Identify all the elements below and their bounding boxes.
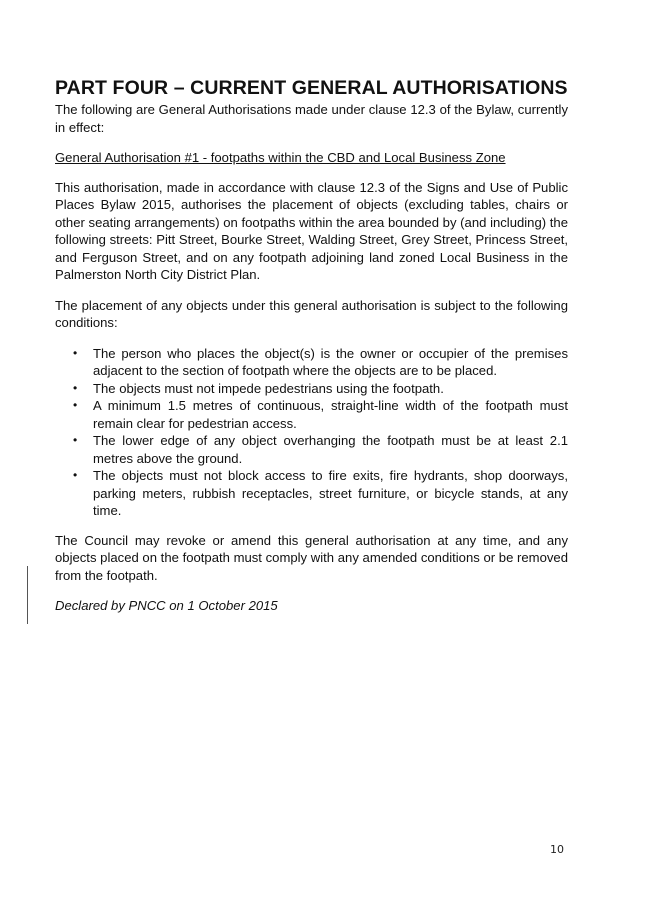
revision-margin-bar bbox=[27, 566, 28, 624]
document-page bbox=[55, 76, 568, 615]
conditions-intro-paragraph: The placement of any objects under this general authorisation is subject to the following conditions: bbox=[55, 297, 568, 330]
conditions-list bbox=[55, 345, 568, 520]
bullet-icon: • bbox=[73, 345, 78, 360]
bullet-icon: • bbox=[73, 380, 78, 395]
section-heading: PART FOUR – CURRENT GENERAL AUTHORISATIONS bbox=[55, 77, 568, 99]
list-item bbox=[55, 397, 568, 432]
list-item bbox=[55, 432, 568, 467]
list-item bbox=[55, 467, 568, 520]
condition-text: A minimum 1.5 metres of continuous, straight-line width of the footpath must remain clear for pedestrian access. bbox=[93, 398, 568, 431]
authorisation-paragraph: This authorisation, made in accordance with clause 12.3 of the Signs and Use of Public Places Bylaw 2015, authorises the placement of objects (excluding tables, chairs or other seating arrangements) on footpaths within the area bounded by (and including) the following streets: Pitt Street, Bourke Street, Walding Street, Grey Street, Princess Street, and Ferguson Street, and on any footpath adjoining land zoned Local Business in the Palmerston North City District Plan. bbox=[55, 179, 568, 282]
authorisation-subheading: General Authorisation #1 - footpaths within the CBD and Local Business Zone bbox=[55, 150, 506, 165]
bullet-icon: • bbox=[73, 468, 78, 482]
condition-text: The lower edge of any object overhanging the footpath must be at least 2.1 metres above the ground. bbox=[93, 433, 568, 466]
intro-paragraph: The following are General Authorisations made under clause 12.3 of the Bylaw, currently in effect: bbox=[55, 102, 568, 135]
declaration-text: Declared by PNCC on 1 October 2015 bbox=[55, 598, 278, 613]
condition-text: The objects must not impede pedestrians using the footpath. bbox=[93, 380, 444, 396]
revocation-paragraph: The Council may revoke or amend this general authorisation at any time, and any objects placed on the footpath must comply with any amended conditions or be removed from the footpath. bbox=[55, 532, 568, 583]
condition-text: The objects must not block access to fire exits, fire hydrants, shop doorways, parking meters, rubbish receptacles, street furniture, or bicycle stands, at any time. bbox=[93, 468, 568, 518]
bullet-icon: • bbox=[73, 398, 78, 412]
list-item bbox=[55, 380, 568, 398]
list-item bbox=[55, 345, 568, 380]
page-number: 10 bbox=[550, 843, 564, 856]
bullet-icon: • bbox=[73, 433, 78, 447]
condition-text: The person who places the object(s) is the owner or occupier of the premises adjacent to the section of footpath where the objects are to be placed. bbox=[93, 345, 568, 378]
